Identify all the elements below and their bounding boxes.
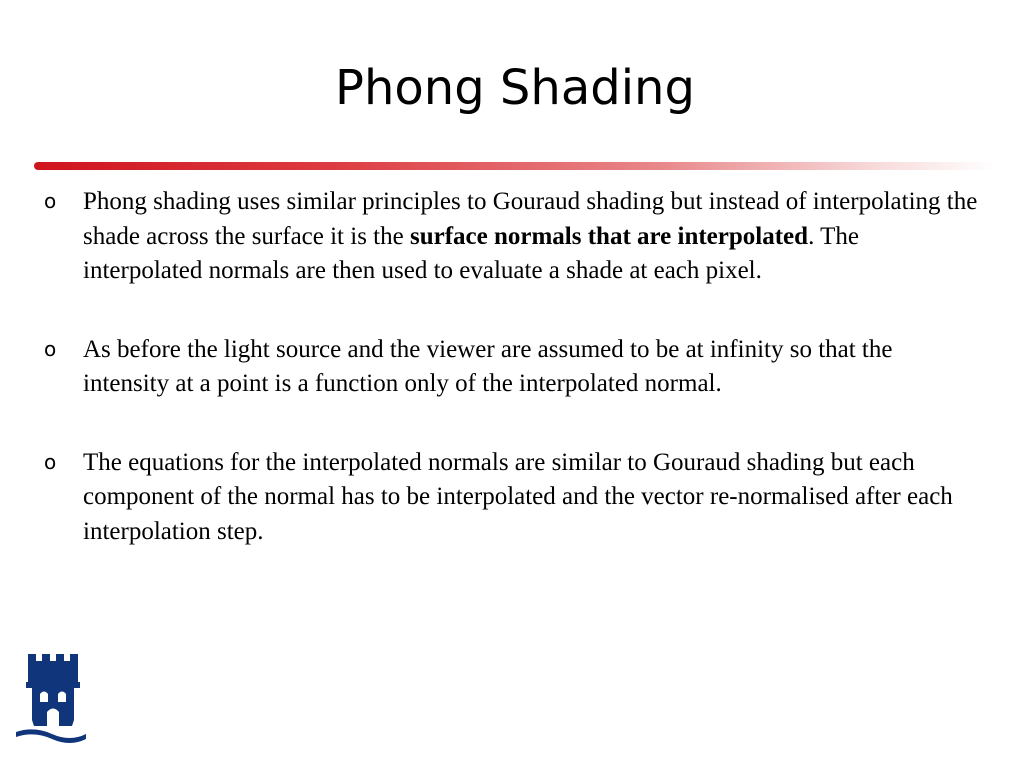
bullet-marker-icon: o bbox=[44, 336, 57, 361]
bullet-text: As before the light source and the viewer are assumed to be at infinity so that the intensity at a point is a function only of the interpolated normal. bbox=[83, 335, 893, 397]
bullet-marker-icon: o bbox=[44, 189, 57, 213]
bullet-list bbox=[0, 185, 1024, 549]
slide-title: Phong Shading bbox=[335, 60, 695, 116]
castle-tower-logo-icon bbox=[14, 646, 88, 746]
title-divider bbox=[34, 162, 996, 170]
bullet-text: Phong shading uses similar principles to Gouraud shading but instead of interpolating the shade across the surface it is the bbox=[83, 188, 978, 250]
bullet-item bbox=[0, 185, 1024, 289]
bullet-item bbox=[0, 333, 1024, 402]
bullet-text-bold: surface normals that are interpolated bbox=[409, 222, 809, 250]
bullet-marker-icon: o bbox=[44, 449, 57, 474]
bullet-text: The equations for the interpolated normals are similar to Gouraud shading but each component of the normal has to be interpolated and the vector re-normalised after each interpolation step. bbox=[83, 448, 953, 545]
bullet-text: . The interpolated normals are then used to evaluate a shade at each pixel. bbox=[83, 222, 859, 284]
bullet-item bbox=[0, 446, 1024, 550]
